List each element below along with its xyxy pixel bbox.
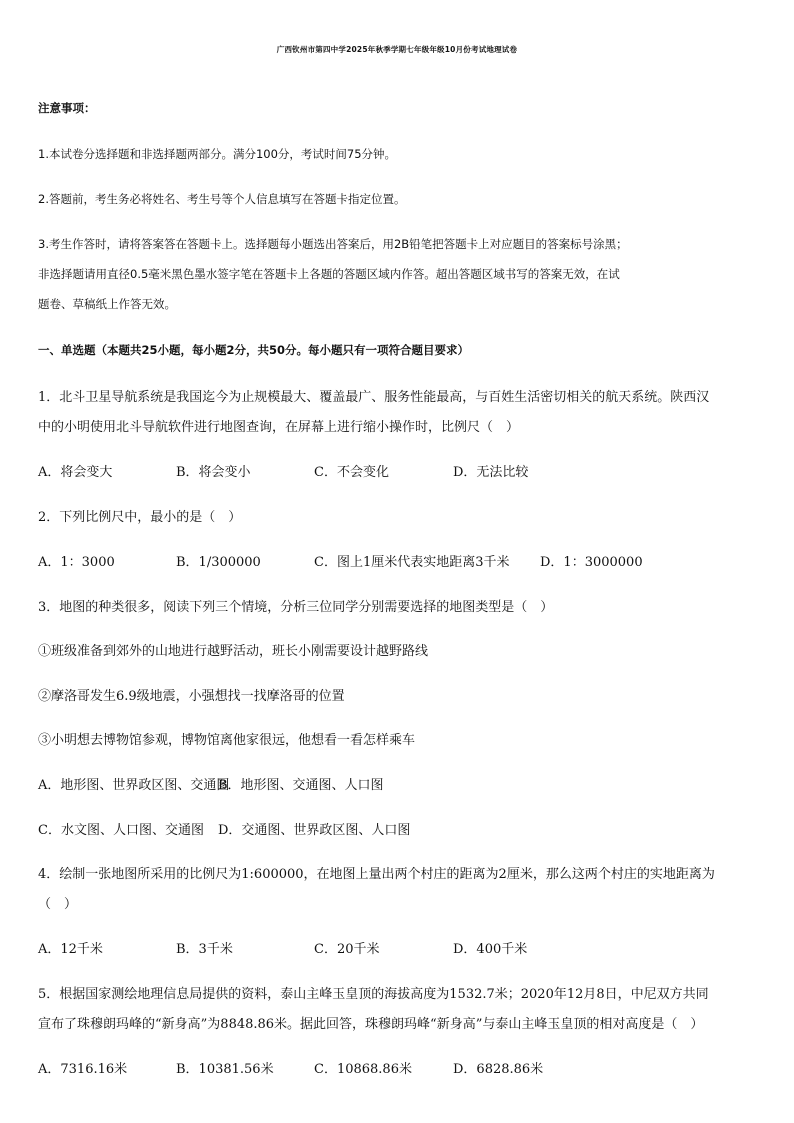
question-2-option-b[interactable]: B．1/300000 <box>176 555 261 570</box>
question-3-option-b[interactable]: B．地形图、交通图、人口图 <box>218 778 384 793</box>
question-5-option-c[interactable]: C．10868.86米 <box>314 1062 412 1077</box>
question-1-option-d[interactable]: D．无法比较 <box>453 465 529 480</box>
question-2-option-a[interactable]: A．1：3000 <box>38 555 115 570</box>
question-1-option-b[interactable]: B．将会变小 <box>176 465 251 480</box>
notice-item-3-end: 题卷、草稿纸上作答无效。 <box>38 297 176 311</box>
question-1-line-1: 1．北斗卫星导航系统是我国迄今为止规模最大、覆盖最广、服务性能最高，与百姓生活密切相关的航天系统。陕西汉 <box>38 390 710 405</box>
question-2-option-d[interactable]: D．1：3000000 <box>540 555 643 570</box>
question-3-option-a[interactable]: A．地形图、世界政区图、交通图 <box>38 778 230 793</box>
question-1-option-a[interactable]: A．将会变大 <box>38 465 113 480</box>
question-3-scenario-1: ①班级准备到郊外的山地进行越野活动，班长小刚需要设计越野路线 <box>38 644 429 659</box>
question-1-line-2: 中的小明使用北斗导航软件进行地图查询，在屏幕上进行缩小操作时，比例尺（ ） <box>38 420 520 435</box>
question-4-line-1: 4．绘制一张地图所采用的比例尺为1:600000，在地图上量出两个村庄的距离为2厘米，那么这两个村庄的实地距离为 <box>38 867 715 882</box>
notice-item-3-cont: 非选择题请用直径0.5毫米黑色墨水签字笔在答题卡上各题的答题区域内作答。超出答题区域书写的答案无效，在试 <box>38 267 620 281</box>
question-2-option-c[interactable]: C．图上1厘米代表实地距离3千米 <box>314 555 510 570</box>
section-heading: 一、单选题（本题共25小题，每小题2分，共50分。每小题只有一项符合题目要求） <box>38 343 470 357</box>
question-4-line-2: （ ） <box>38 897 78 912</box>
question-1-option-c[interactable]: C．不会变化 <box>314 465 389 480</box>
notice-heading: 注意事项： <box>38 101 96 115</box>
question-3-line-1: 3．地图的种类很多，阅读下列三个情境，分析三位同学分别需要选择的地图类型是（ ） <box>38 600 554 615</box>
notice-item-1: 1.本试卷分选择题和非选择题两部分。满分100分，考试时间75分钟。 <box>38 147 397 161</box>
question-3-option-d[interactable]: D．交通图、世界政区图、人口图 <box>218 823 411 838</box>
question-5-line-2: 宣布了珠穆朗玛峰的“新身高”为8848.86米。据此回答，珠穆朗玛峰“新身高”与泰山主峰玉皇顶的相对高度是（ ） <box>38 1017 704 1032</box>
question-4-option-b[interactable]: B．3千米 <box>176 942 233 957</box>
question-3-scenario-3: ③小明想去博物馆参观，博物馆离他家很远，他想看一看怎样乘车 <box>38 733 416 748</box>
question-5-line-1: 5．根据国家测绘地理信息局提供的资料，泰山主峰玉皇顶的海拔高度为1532.7米；2020年12月8日，中尼双方共同 <box>38 987 709 1002</box>
notice-item-3: 3.考生作答时，请将答案答在答题卡上。选择题每小题选出答案后，用2B铅笔把答题卡上对应题目的答案标号涂黑； <box>38 237 628 251</box>
question-4-option-c[interactable]: C．20千米 <box>314 942 380 957</box>
question-5-option-d[interactable]: D．6828.86米 <box>453 1062 544 1077</box>
question-2-line-1: 2．下列比例尺中，最小的是（ ） <box>38 510 242 525</box>
exam-title: 广西钦州市第四中学2025年秋季学期七年级年级10月份考试地理试卷 <box>276 45 518 54</box>
question-4-option-a[interactable]: A．12千米 <box>38 942 103 957</box>
question-3-option-c[interactable]: C．水文图、人口图、交通图 <box>38 823 204 838</box>
notice-item-2: 2.答题前，考生务必将姓名、考生号等个人信息填写在答题卡指定位置。 <box>38 192 406 206</box>
question-4-option-d[interactable]: D．400千米 <box>453 942 528 957</box>
question-5-option-b[interactable]: B．10381.56米 <box>176 1062 274 1077</box>
question-3-scenario-2: ②摩洛哥发生6.9级地震，小强想找一找摩洛哥的位置 <box>38 689 345 704</box>
question-5-option-a[interactable]: A．7316.16米 <box>38 1062 128 1077</box>
